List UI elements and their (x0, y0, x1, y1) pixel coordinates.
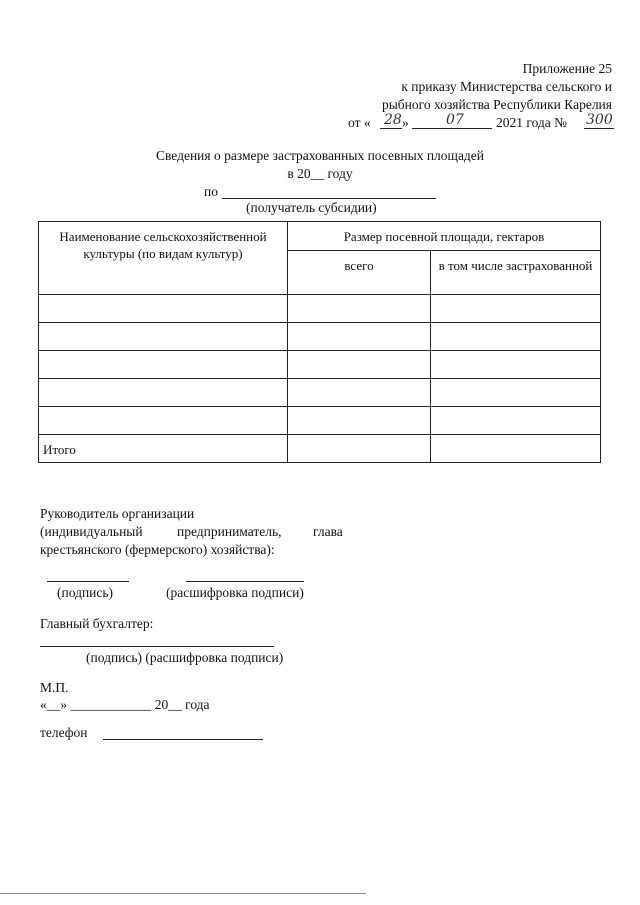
date-number-handwritten (586, 111, 613, 129)
stamp-place (40, 679, 69, 697)
accountant-signature-line (40, 646, 274, 647)
order-date-line (348, 114, 371, 132)
head-subtitle-a (40, 523, 143, 541)
document-year (0, 165, 640, 183)
table-row (39, 351, 601, 379)
date-number-underline (584, 128, 614, 129)
table-cell[interactable] (288, 379, 431, 407)
total-row (39, 435, 601, 463)
head-subtitle-b-text: предприниматель, (177, 524, 282, 539)
total-area-cell[interactable] (288, 435, 431, 463)
document-title-text: Сведения о размере застрахованных посевных площадей (155, 148, 485, 163)
accountant-label-text: Главный бухгалтер: (40, 616, 154, 631)
table-cell[interactable] (431, 407, 601, 435)
head-subtitle-line3-text: крестьянского (фермерского) хозяйства): (40, 542, 275, 557)
document-title (0, 147, 640, 165)
total-insured-cell[interactable] (431, 435, 601, 463)
crop-name-header: Наименование сельскохозяйственной культуры (по видам культур) (39, 222, 288, 295)
date-year (496, 114, 567, 132)
recipient-caption (246, 199, 377, 217)
table-cell[interactable] (431, 351, 601, 379)
table-cell[interactable] (39, 379, 288, 407)
crop-area-table (38, 221, 601, 463)
date-month-underline (412, 128, 492, 129)
phone-field-line (103, 739, 263, 740)
head-signature-line (47, 581, 129, 582)
head-subtitle-c-text: глава (313, 524, 343, 539)
head-subtitle-b (177, 523, 282, 541)
order-text-1: к приказу Министерства сельского и (401, 79, 612, 94)
accountant-caption-text: (подпись) (расшифровка подписи) (86, 650, 284, 665)
accountant-caption (86, 649, 283, 667)
date-day-underline (380, 128, 402, 129)
table-row (39, 379, 601, 407)
table-row (39, 407, 601, 435)
appendix-label (523, 60, 612, 78)
accountant-label (40, 615, 153, 633)
recipient-caption-text: (получатель субсидии) (246, 200, 377, 215)
po-label (204, 183, 218, 201)
table-cell[interactable] (288, 323, 431, 351)
order-text-2: рыбного хозяйства Республики Карелия (381, 97, 612, 112)
insured-area-header: в том числе застрахованной (431, 251, 601, 295)
signing-date-text: «__» ____________ 20__ года (40, 697, 210, 712)
total-label: Итого (39, 435, 288, 463)
head-sign-caption-text: (подпись) (57, 585, 114, 600)
head-sign-caption (57, 584, 113, 602)
order-line-1 (401, 78, 612, 96)
head-subtitle-line3 (40, 541, 275, 559)
footer-rule (0, 893, 366, 894)
phone-label-text: телефон (40, 725, 88, 740)
table-cell[interactable] (288, 295, 431, 323)
area-group-header: Размер посевной площади, гектаров (288, 222, 601, 251)
date-month-handwritten (446, 111, 464, 129)
head-decode-caption-text: (расшифровка подписи) (166, 585, 304, 600)
table-cell[interactable] (39, 351, 288, 379)
date-mid (402, 114, 409, 132)
head-decode-caption (166, 584, 304, 602)
date-number-value: 300 (586, 112, 613, 128)
head-title (40, 505, 194, 523)
date-day-value: 28 (384, 112, 402, 128)
date-prefix: от « (348, 115, 371, 130)
table-cell[interactable] (39, 295, 288, 323)
table-cell[interactable] (288, 407, 431, 435)
phone-label (40, 724, 88, 742)
head-title-text: Руководитель организации (40, 506, 195, 521)
head-subtitle-a-text: (индивидуальный (40, 524, 143, 539)
table-cell[interactable] (288, 351, 431, 379)
appendix-number: Приложение 25 (522, 61, 612, 76)
total-area-header: всего (288, 251, 431, 295)
date-year-text: 2021 года № (496, 115, 568, 130)
signing-date-line (40, 696, 210, 714)
table-cell[interactable] (39, 407, 288, 435)
document-year-text: в 20__ году (287, 166, 353, 181)
table-cell[interactable] (431, 379, 601, 407)
table-cell[interactable] (39, 323, 288, 351)
po-text: по (204, 184, 218, 199)
table-cell[interactable] (431, 295, 601, 323)
head-decode-line (186, 581, 304, 582)
date-month-value: 07 (446, 112, 464, 128)
head-subtitle-c (313, 523, 343, 541)
table-row (39, 295, 601, 323)
date-day-handwritten (384, 111, 402, 129)
stamp-place-text: М.П. (40, 680, 69, 695)
order-line-2 (382, 96, 612, 114)
table-header-row-1 (39, 222, 601, 251)
date-mid-quote: » (402, 115, 409, 130)
table-row (39, 323, 601, 351)
table-cell[interactable] (431, 323, 601, 351)
